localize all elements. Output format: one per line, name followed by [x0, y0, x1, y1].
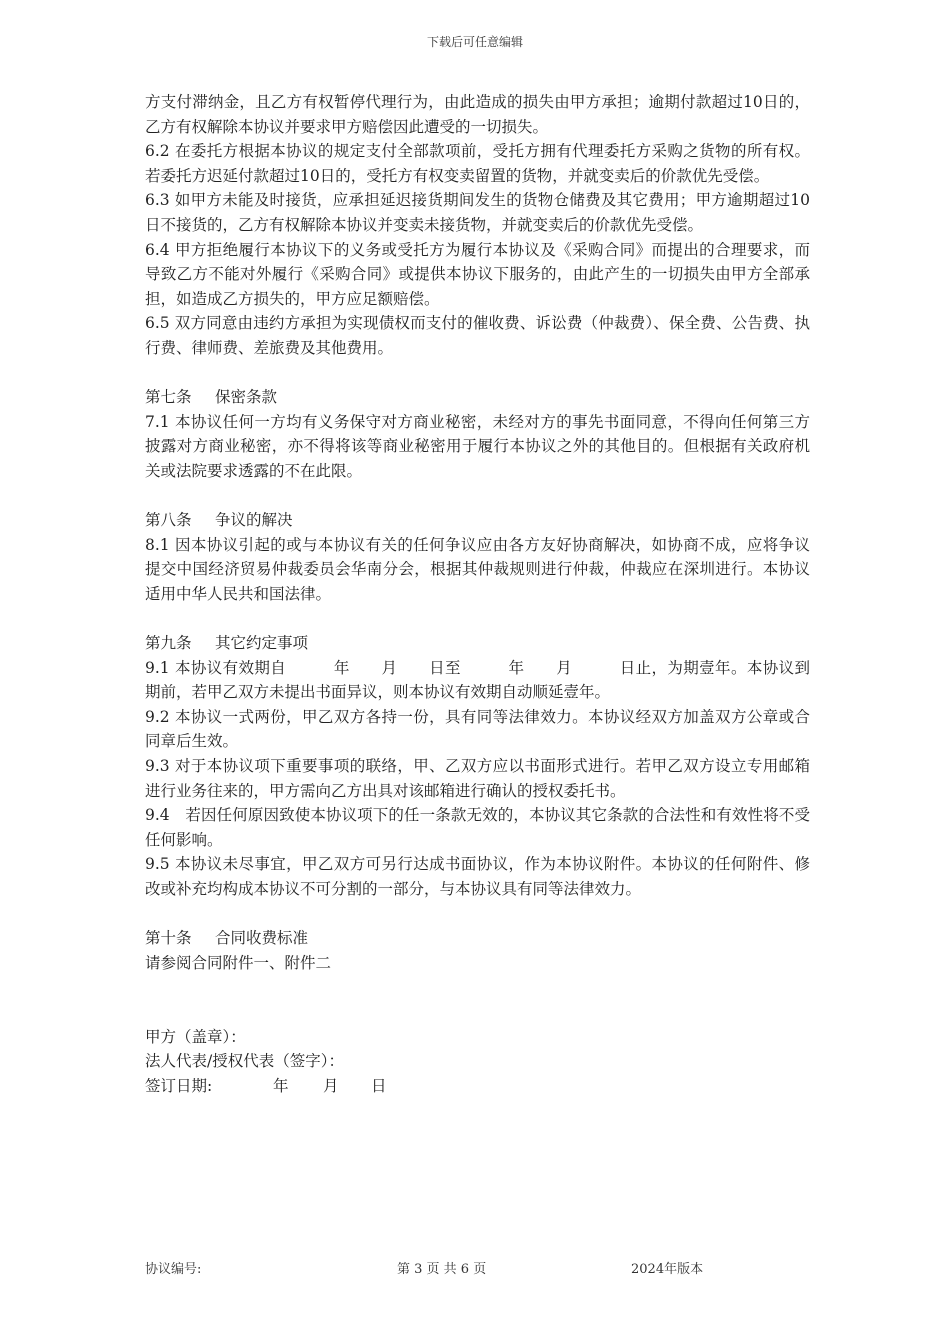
- clause-6-5: 6.5 双方同意由违约方承担为实现债权而支付的催收费、诉讼费（仲裁费）、保全费、公告费、执行费、律师费、差旅费及其他费用。: [145, 314, 810, 357]
- article-title: 合同收费标准: [215, 929, 309, 948]
- page-number: 第 3 页 共 6 页: [397, 1262, 487, 1277]
- representative-signature-line: 法人代表/授权代表（签字）：: [145, 1052, 344, 1071]
- article-number: 第十条: [145, 929, 192, 948]
- article-7-heading: [145, 385, 810, 410]
- clause-9-4: 9.4 若因任何原因致使本协议项下的任一条款无效的，本协议其它条款的合法性和有效性将不受任何影响。: [145, 806, 810, 849]
- article-8-heading: [145, 508, 810, 533]
- article-title: 其它约定事项: [215, 634, 309, 653]
- clause-7-1: 7.1 本协议任何一方均有义务保守对方商业秘密，未经对方的事先书面同意，不得向任何第三方披露对方商业秘密，亦不得将该等商业秘密用于履行本协议之外的其他目的。但根据有关政府机关或法院要求透露的不在此限。: [145, 412, 810, 480]
- article-number: 第八条: [145, 511, 192, 530]
- clause-6-4: 6.4 甲方拒绝履行本协议下的义务或受托方为履行本协议及《采购合同》而提出的合理要求，而导致乙方不能对外履行《采购合同》或提供本协议下服务的，由此产生的一切损失由甲方全部承担，如造成乙方损失的，甲方应足额赔偿。: [145, 240, 810, 308]
- party-a-seal-line: 甲方（盖章）：: [145, 1027, 246, 1046]
- article-9-heading: [145, 631, 810, 656]
- clause-10-text: 请参阅合同附件一、附件二: [145, 953, 332, 972]
- paragraph: 方支付滞纳金，且乙方有权暂停代理行为，由此造成的损失由甲方承担；逾期付款超过10日的，乙方有权解除本协议并要求甲方赔偿因此遭受的一切损失。: [145, 93, 810, 136]
- clause-6-2: 6.2 在委托方根据本协议的规定支付全部款项前，受托方拥有代理委托方采购之货物的所有权。若委托方迟延付款超过10日的，受托方有权变卖留置的货物，并就变卖后的价款优先受偿。: [145, 142, 810, 185]
- clause-8-1: 8.1 因本协议引起的或与本协议有关的任何争议应由各方友好协商解决，如协商不成，应将争议提交中国经济贸易仲裁委员会华南分会，根据其仲裁规则进行仲裁，仲裁应在深圳进行。本协议适用中华人民共和国法律。: [145, 535, 810, 603]
- clause-9-5: 9.5 本协议未尽事宜，甲乙双方可另行达成书面协议，作为本协议附件。本协议的任何附件、修改或补充均构成本协议不可分割的一部分，与本协议具有同等法律效力。: [145, 855, 810, 898]
- year-label: 年: [273, 1076, 289, 1095]
- signing-date-line: [145, 1074, 810, 1099]
- clause-9-3: 9.3 对于本协议项下重要事项的联络，甲、乙双方应以书面形式进行。若甲乙双方设立专用邮箱进行业务往来的，甲方需向乙方出具对该邮箱进行确认的授权委托书。: [145, 757, 810, 800]
- agreement-number-label: 协议编号:: [145, 1262, 202, 1277]
- clause-9-1: 9.1 本协议有效期自 年 月 日至 年 月 日止，为期壹年。本协议到期前，若甲乙双方未提出书面异议，则本协议有效期自动顺延壹年。: [145, 658, 810, 702]
- document-body: [145, 90, 810, 1098]
- page-header: 下载后可任意编辑: [426, 35, 523, 49]
- signing-date-label: 签订日期:: [145, 1076, 213, 1095]
- article-10-heading: [145, 926, 810, 951]
- day-label: 日: [371, 1076, 387, 1095]
- article-title: 争议的解决: [215, 511, 293, 530]
- article-title: 保密条款: [215, 388, 278, 407]
- clause-9-2: 9.2 本协议一式两份，甲乙双方各持一份，具有同等法律效力。本协议经双方加盖双方公章或合同章后生效。: [145, 707, 810, 751]
- clause-6-3: 6.3 如甲方未能及时接货，应承担延迟接货期间发生的货物仓储费及其它费用；甲方逾期超过10日不接货的，乙方有权解除本协议并变卖未接货物，并就变卖后的价款优先受偿。: [145, 191, 810, 234]
- article-number: 第九条: [145, 634, 192, 653]
- month-label: 月: [323, 1076, 339, 1095]
- version-label: 2024年版本: [631, 1262, 704, 1277]
- article-number: 第七条: [145, 388, 192, 407]
